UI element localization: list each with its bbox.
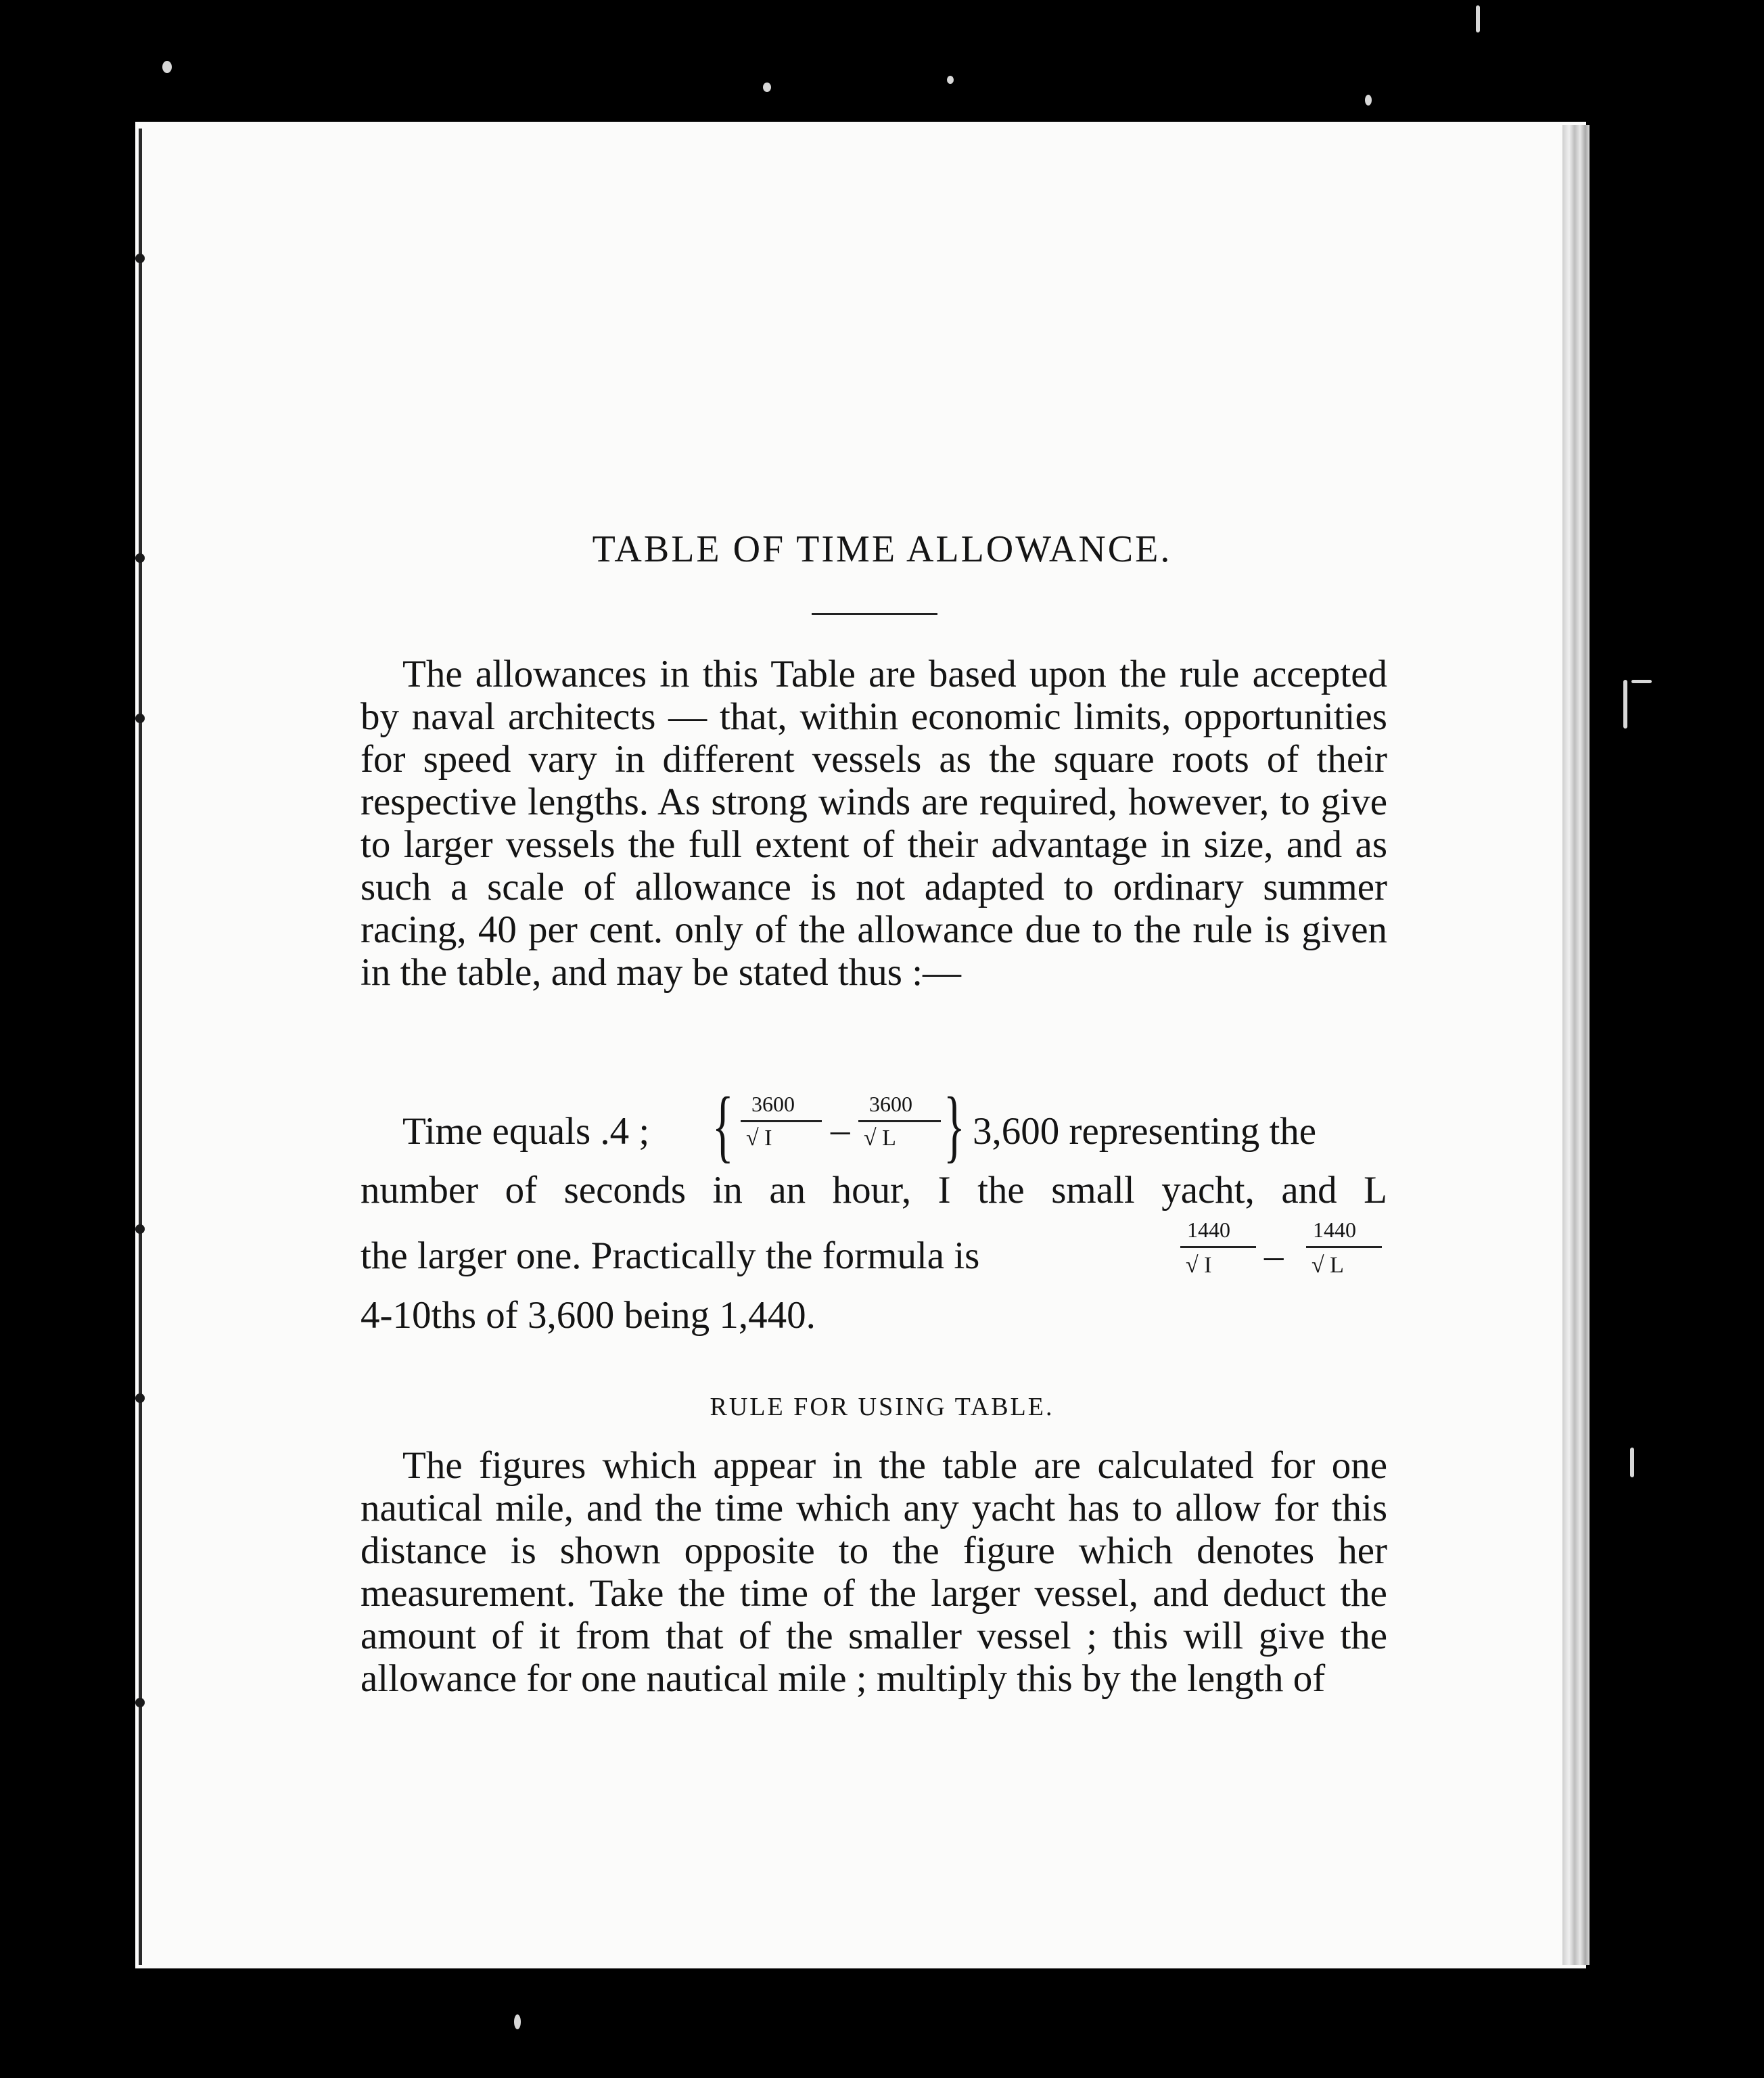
page-title: TABLE OF TIME ALLOWANCE. <box>592 528 1172 570</box>
scan-speck <box>763 83 771 92</box>
fraction-bar <box>1306 1246 1382 1248</box>
numerator-b: 3600 <box>869 1092 912 1116</box>
section-heading: RULE FOR USING TABLE. <box>710 1393 1054 1421</box>
scan-speck <box>162 61 172 73</box>
scan-speck <box>1365 95 1372 106</box>
minus-sign: – <box>831 1109 850 1151</box>
denominator-b: √ L <box>864 1126 896 1151</box>
title-rule <box>812 613 937 615</box>
minus-sign: – <box>1264 1234 1284 1277</box>
numerator-a: 3600 <box>751 1092 795 1116</box>
formula-practical <box>361 1211 1387 1299</box>
scan-speck <box>1476 5 1480 32</box>
formula-prefix: the larger one. Practically the formula is <box>361 1234 980 1277</box>
numerator-a: 1440 <box>1187 1218 1230 1242</box>
gutter-line <box>139 129 142 1965</box>
page-edge <box>1562 125 1589 1965</box>
gutter-mark <box>135 254 145 263</box>
numerator-b: 1440 <box>1313 1218 1356 1242</box>
scan-speck <box>514 2014 521 2029</box>
gutter-mark <box>135 1224 145 1234</box>
scan-speck <box>947 76 954 84</box>
denominator-a: √ I <box>1186 1253 1212 1278</box>
text-line: 4-10ths of 3,600 being 1,440. <box>361 1294 816 1337</box>
denominator-a: √ I <box>746 1126 772 1151</box>
scan-speck <box>1630 1448 1634 1477</box>
gutter-mark <box>135 1698 145 1707</box>
fraction-bar <box>741 1120 822 1122</box>
formula-suffix: 3,600 representing the <box>973 1110 1317 1153</box>
left-brace: { <box>712 1080 734 1170</box>
right-brace: } <box>944 1080 965 1170</box>
formula-prefix: Time equals .4 ; <box>402 1110 650 1153</box>
paragraph-rule: The figures which appear in the table are calculated for one nautical mile, and the time which any yacht has to allow for this distance is shown opposite to the figure which denotes her measurement. Take the time of the larger vessel, and deduct the amount of it from that of the smaller vessel ; this will give the allowance for one nautical mile ; multiply this by the length of <box>361 1444 1387 1700</box>
gutter-mark <box>135 714 145 723</box>
scan-speck <box>1631 680 1652 683</box>
denominator-b: √ L <box>1312 1253 1344 1278</box>
formula-time-equals <box>361 1080 1387 1170</box>
paragraph-intro: The allowances in this Table are based upon the rule accepted by naval architects — that, within economic limits, opportunities for speed vary in different vessels as the square roots of their respective lengths. As strong winds are required, however, to give to larger vessels the full extent of their advantage in size, and as such a scale of allowance is not adapted to ordinary summer racing, 40 per cent. only of the allowance due to the rule is given in the table, and may be stated thus :— <box>361 653 1387 994</box>
text-line: number of seconds in an hour, I the small yacht, and L <box>361 1169 1387 1211</box>
scan-speck <box>1623 680 1627 729</box>
fraction-bar <box>858 1120 941 1122</box>
fraction-bar <box>1180 1246 1256 1248</box>
